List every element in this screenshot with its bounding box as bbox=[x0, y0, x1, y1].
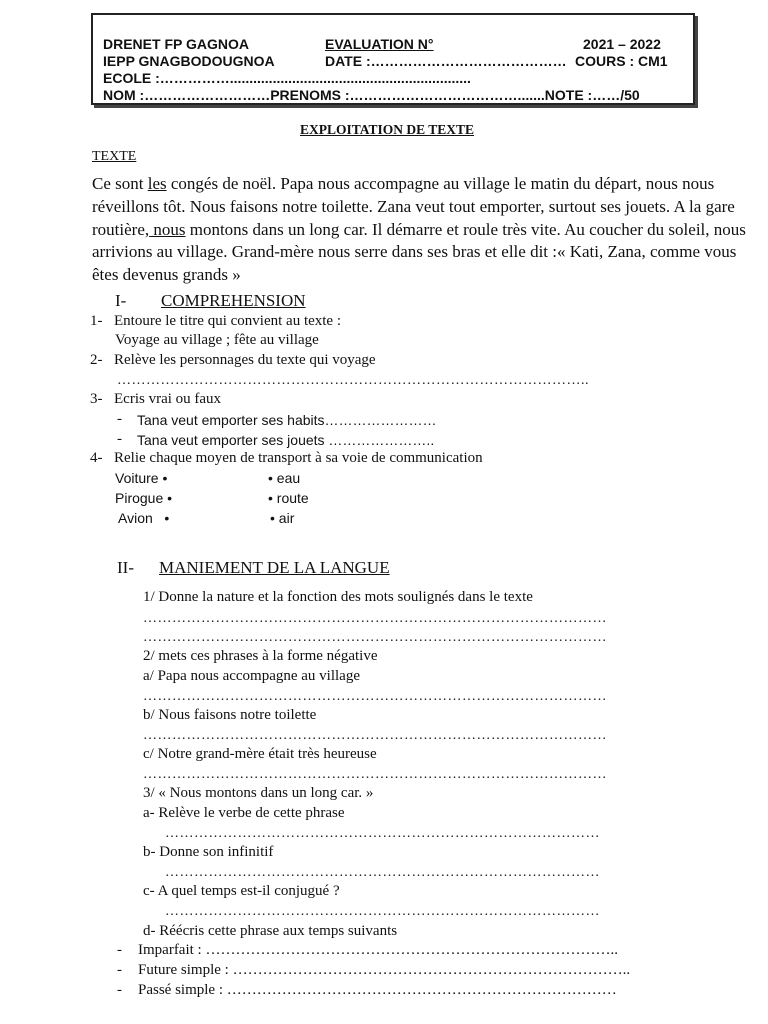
s2-q1-answer-line[interactable]: …………………………………………………………………………………… bbox=[143, 612, 607, 626]
q3-item-2[interactable]: Tana veut emporter ses jouets ………………….. bbox=[137, 432, 435, 448]
s2-q3-a: a- Relève le verbe de cette phrase bbox=[143, 805, 345, 821]
q4-number: 4- bbox=[90, 450, 103, 466]
s2-q2-c: c/ Notre grand-mère était très heureuse bbox=[143, 746, 377, 762]
header-date: DATE :…………………………………… bbox=[325, 53, 567, 69]
q2-answer-line[interactable]: …………………………………………………………………………………….. bbox=[117, 374, 589, 388]
tense-imparfait[interactable]: Imparfait : ……………………………………………………………………….. bbox=[138, 942, 618, 958]
s2-q1-answer-line[interactable]: …………………………………………………………………………………… bbox=[143, 631, 607, 645]
transport-voiture[interactable]: Voiture • bbox=[115, 470, 168, 486]
texte-label: TEXTE bbox=[92, 149, 137, 164]
section2-title: MANIEMENT DE LA LANGUE bbox=[159, 558, 390, 577]
header-drenet: DRENET FP GAGNOA bbox=[103, 36, 249, 52]
underlined-word-les: les bbox=[147, 174, 167, 193]
s2-q2-c-answer-line[interactable]: …………………………………………………………………………………… bbox=[143, 768, 607, 782]
header-iepp: IEPP GNAGBODOUGNOA bbox=[103, 53, 275, 69]
tense-passe-simple[interactable]: Passé simple : …………………………………………………………………… bbox=[138, 982, 617, 998]
header-nom: NOM :………………………PRENOMS :……………………………….......NOTE :……/50 bbox=[103, 87, 640, 103]
voie-route[interactable]: • route bbox=[268, 490, 309, 506]
tense-dash: - bbox=[117, 982, 122, 998]
q3-item-dash: - bbox=[117, 431, 122, 447]
s2-q3-d: d- Réécris cette phrase aux temps suivants bbox=[143, 923, 398, 939]
header-year: 2021 – 2022 bbox=[583, 36, 661, 52]
q1-options: Voyage au village ; fête au village bbox=[115, 332, 319, 348]
q3-item-dash: - bbox=[117, 411, 122, 427]
header-box bbox=[91, 13, 695, 105]
tense-future-simple[interactable]: Future simple : …………………………………………………………………….. bbox=[138, 962, 631, 978]
q2-text: Relève les personnages du texte qui voyage bbox=[114, 352, 376, 368]
s2-q2-a-answer-line[interactable]: …………………………………………………………………………………… bbox=[143, 690, 607, 704]
s2-q3-c: c- A quel temps est-il conjugué ? bbox=[143, 883, 340, 899]
header-cours: COURS : CM1 bbox=[575, 53, 668, 69]
q2-number: 2- bbox=[90, 352, 103, 368]
header-evaluation: EVALUATION N° bbox=[325, 36, 434, 52]
page-title: EXPLOITATION DE TEXTE bbox=[300, 122, 475, 137]
voie-air[interactable]: • air bbox=[270, 510, 295, 526]
q3-item-1[interactable]: Tana veut emporter ses habits…………………… bbox=[137, 412, 437, 428]
s2-q3-b-answer-line[interactable]: ……………………………………………………………………………… bbox=[165, 866, 600, 880]
underlined-word-nous: nous bbox=[149, 219, 186, 239]
s2-q3-text: 3/ « Nous montons dans un long car. » bbox=[143, 785, 374, 801]
s2-q2-b-answer-line[interactable]: …………………………………………………………………………………… bbox=[143, 729, 607, 743]
q4-text: Relie chaque moyen de transport à sa voie de communication bbox=[114, 450, 483, 466]
s2-q3-c-answer-line[interactable]: ……………………………………………………………………………… bbox=[165, 905, 600, 919]
transport-pirogue[interactable]: Pirogue • bbox=[115, 490, 173, 506]
header-ecole: ECOLE :…………….............................................................. bbox=[103, 70, 471, 86]
s2-q3-b: b- Donne son infinitif bbox=[143, 844, 274, 860]
s2-q1-text: 1/ Donne la nature et la fonction des mots soulignés dans le texte bbox=[143, 589, 533, 605]
s2-q2-text: 2/ mets ces phrases à la forme négative bbox=[143, 648, 378, 664]
s2-q2-a: a/ Papa nous accompagne au village bbox=[143, 668, 361, 684]
q1-text: Entoure le titre qui convient au texte : bbox=[114, 313, 342, 329]
transport-avion[interactable]: Avion • bbox=[118, 510, 170, 526]
q3-number: 3- bbox=[90, 391, 103, 407]
tense-dash: - bbox=[117, 942, 122, 958]
section1-number: I- bbox=[115, 291, 127, 310]
section2-number: II- bbox=[117, 558, 134, 577]
s2-q2-b: b/ Nous faisons notre toilette bbox=[143, 707, 317, 723]
q1-number: 1- bbox=[90, 313, 103, 329]
tense-dash: - bbox=[117, 962, 122, 978]
voie-eau[interactable]: • eau bbox=[268, 470, 301, 486]
reading-text: Ce sont les congés de noël. Papa nous accompagne au village le matin du départ, nous nous réveillons tôt. Nous faisons notre toilette. Zana veut tout emporter, surtout ses jouets. A la gare routière, nous montons dans un long car. Il démarre et roule très vite. Au coucher du soleil, nous arrivions au village. Grand-mère nous serre dans ses bras et elle dit :« Kati, Zana, comme vous êtes devenus grands » bbox=[92, 174, 746, 285]
section1-title: COMPREHENSION bbox=[161, 291, 306, 310]
q3-text: Ecris vrai ou faux bbox=[114, 391, 222, 407]
s2-q3-a-answer-line[interactable]: ……………………………………………………………………………… bbox=[165, 827, 600, 841]
